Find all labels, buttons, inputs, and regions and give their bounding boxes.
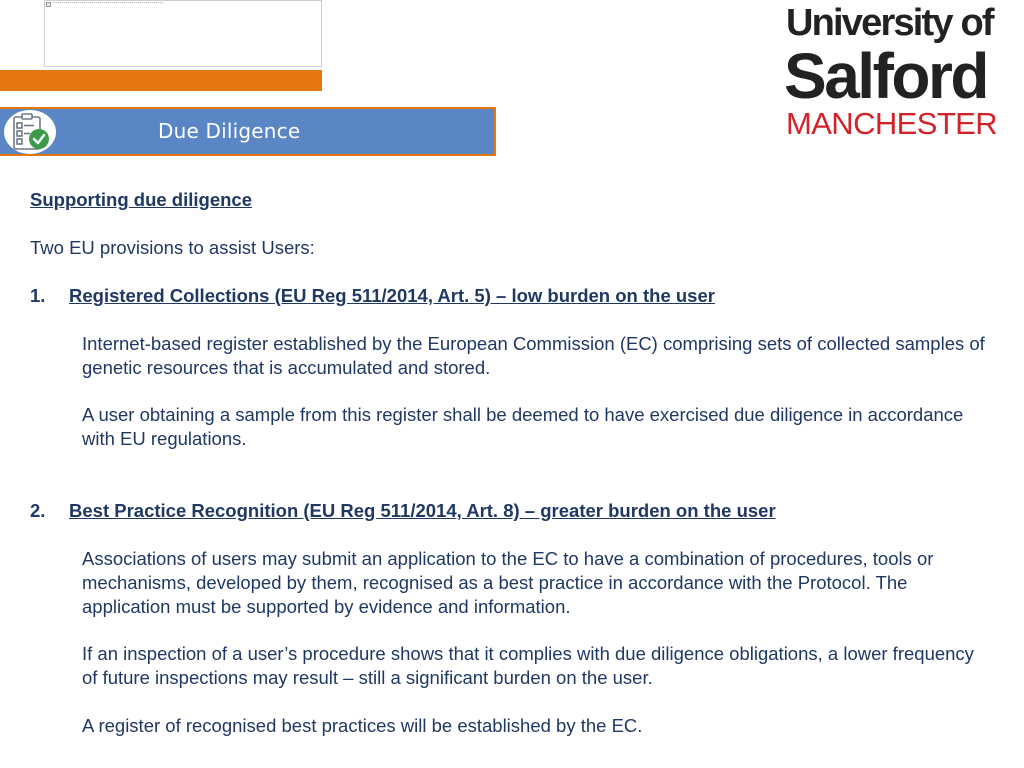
logo-line-salford: Salford xyxy=(784,40,987,112)
section-heading: Supporting due diligence xyxy=(30,189,252,210)
item-paragraph: If an inspection of a user’s procedure shows that it complies with due diligence obligations, a lower frequency of future inspections may result – still a significant burden on the user. xyxy=(82,643,974,688)
orange-accent-bar xyxy=(0,70,322,91)
image-alt-text-line xyxy=(53,2,163,6)
item-title-registered-collections: Registered Collections (EU Reg 511/2014, Art. 5) – low burden on the user xyxy=(69,285,715,306)
item-paragraph: Internet-based register established by the European Commission (EC) comprising sets of collected samples of genetic resources that is accumulated and stored. xyxy=(82,333,985,378)
item-paragraph: A register of recognised best practices will be established by the EC. xyxy=(82,715,643,736)
intro-text: Two EU provisions to assist Users: xyxy=(30,237,315,258)
item-number: 1. xyxy=(30,285,46,306)
section-banner xyxy=(0,107,496,156)
item-paragraph: A user obtaining a sample from this register shall be deemed to have exercised due diligence in accordance with EU regulations. xyxy=(82,404,964,449)
checklist-icon xyxy=(4,110,56,154)
item-number: 2. xyxy=(30,500,46,521)
logo-line-manchester: MANCHESTER xyxy=(786,106,998,141)
university-logo xyxy=(786,4,1000,144)
image-placeholder xyxy=(44,0,322,67)
item-paragraph: Associations of users may submit an application to the EC to have a combination of procedures, tools or mechanisms, developed by them, recognised as a best practice in accordance with the Protocol. The application must be supported by evidence and information. xyxy=(82,548,934,617)
checklist-icon-badge xyxy=(4,110,56,154)
broken-image-icon xyxy=(46,2,51,7)
item-title-best-practice-recognition: Best Practice Recognition (EU Reg 511/2014, Art. 8) – greater burden on the user xyxy=(69,500,776,521)
banner-title: Due Diligence xyxy=(158,119,301,143)
logo-line-university: University of xyxy=(786,2,993,44)
